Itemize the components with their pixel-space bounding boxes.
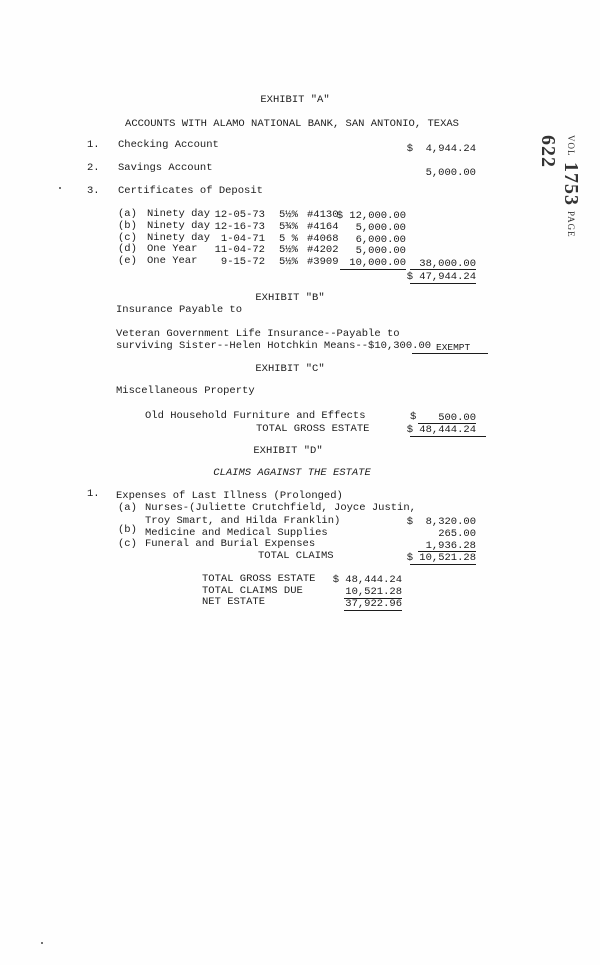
exhibit-c-title: Miscellaneous Property xyxy=(116,385,255,397)
total-claims-underline xyxy=(410,564,476,565)
certificates-total: 38,000.00 xyxy=(419,258,476,270)
scan-speck xyxy=(59,187,61,189)
cert-date: 12-05-73 xyxy=(214,209,265,221)
cert-amount: 5,000.00 xyxy=(355,245,406,257)
furniture-amount: 500.00 xyxy=(438,412,476,424)
exhibit-c-heading: EXHIBIT "C" xyxy=(255,363,325,375)
net-estate-amount: 37,922.96 xyxy=(345,598,402,610)
funeral-amount: 1,936.28 xyxy=(425,540,476,552)
item-number: 1. xyxy=(87,488,100,500)
total-claims-label: TOTAL CLAIMS xyxy=(258,550,334,562)
page-word: PAGE xyxy=(566,210,576,238)
cert-amount: 5,000.00 xyxy=(355,222,406,234)
total-gross-estate-amount: $ 48,444.24 xyxy=(406,424,476,436)
summary-gross-amount: $ 48,444.24 xyxy=(332,574,402,586)
cert-date: 1-04-71 xyxy=(220,233,265,245)
furniture-label: Old Household Furniture and Effects xyxy=(145,410,366,422)
page-number: 622 xyxy=(537,135,559,168)
nurses-amount: $ 8,320.00 xyxy=(406,516,476,528)
cert-date: 9-15-72 xyxy=(220,256,265,268)
checking-account-amount: $ 4,944.24 xyxy=(406,143,476,155)
summary-claims-amount: 10,521.28 xyxy=(345,586,402,598)
exempt-underline xyxy=(412,353,488,354)
medicine-label: Medicine and Medical Supplies xyxy=(145,527,328,539)
cert-letter: (d) xyxy=(118,243,137,255)
exhibit-b-heading: EXHIBIT "B" xyxy=(255,292,325,304)
net-estate-underline xyxy=(344,610,402,611)
cert-letter: (a) xyxy=(118,208,137,220)
total-underline xyxy=(410,283,476,284)
furniture-dollar: $ xyxy=(410,411,417,423)
exhibit-a-subheading: ACCOUNTS WITH ALAMO NATIONAL BANK, SAN ANTONIO, TEXAS xyxy=(125,118,459,130)
cert-rate: 5½% xyxy=(279,256,298,268)
certificates-underline xyxy=(340,269,406,270)
nurses-line-1: Nurses-(Juliette Crutchfield, Joyce Justin, xyxy=(145,502,416,514)
certificates-label: Certificates of Deposit xyxy=(118,185,263,197)
insurance-line-2: surviving Sister--Helen Hotchkin Means--$10,300.00 xyxy=(116,340,432,352)
cert-rate: 5¾% xyxy=(279,221,298,233)
volume-page-stamp xyxy=(537,135,582,255)
cert-amount: $ 12,000.00 xyxy=(336,210,406,222)
savings-account-amount: 5,000.00 xyxy=(425,167,476,179)
item-number: 2. xyxy=(87,162,100,174)
claim-letter: (c) xyxy=(118,538,137,550)
net-estate-label: NET ESTATE xyxy=(202,596,266,608)
total-gross-estate-label: TOTAL GROSS ESTATE xyxy=(256,423,370,435)
cert-rate: 5½% xyxy=(279,209,298,221)
cert-term: Ninety day xyxy=(147,208,211,220)
cert-number: #4202 xyxy=(307,244,339,256)
cert-number: #4068 xyxy=(307,233,339,245)
cert-rate: 5½% xyxy=(279,244,298,256)
last-illness-title: Expenses of Last Illness (Prolonged) xyxy=(116,490,343,502)
cert-number: #3909 xyxy=(307,256,339,268)
cert-amount: 6,000.00 xyxy=(355,234,406,246)
insurance-line-1: Veteran Government Life Insurance--Payable to xyxy=(116,328,400,340)
cert-term: One Year xyxy=(147,243,198,255)
cert-date: 12-16-73 xyxy=(214,221,265,233)
checking-account-label: Checking Account xyxy=(118,139,219,151)
cert-amount: 10,000.00 xyxy=(349,257,406,269)
medicine-amount: 265.00 xyxy=(438,528,476,540)
cert-number: #4164 xyxy=(307,221,339,233)
claim-letter: (b) xyxy=(118,524,137,536)
cert-number: #4130 xyxy=(307,209,339,221)
claim-letter: (a) xyxy=(118,502,137,514)
total-claims-amount: $ 10,521.28 xyxy=(406,552,476,564)
subtotal-underline xyxy=(410,269,476,270)
savings-account-label: Savings Account xyxy=(118,162,213,174)
summary-claims-label: TOTAL CLAIMS DUE xyxy=(202,585,303,597)
cert-letter: (c) xyxy=(118,232,137,244)
cert-term: Ninety day xyxy=(147,232,211,244)
cert-letter: (e) xyxy=(118,255,137,267)
claims-heading: CLAIMS AGAINST THE ESTATE xyxy=(213,467,371,479)
funeral-label: Funeral and Burial Expenses xyxy=(145,538,316,550)
volume-number: 1753 xyxy=(560,161,582,206)
exempt-label: EXEMPT xyxy=(436,342,471,353)
item-number: 3. xyxy=(87,185,100,197)
cert-rate: 5 % xyxy=(279,233,298,245)
cert-letter: (b) xyxy=(118,220,137,232)
gross-estate-underline xyxy=(410,436,486,437)
nurses-line-2: Troy Smart, and Hilda Franklin) xyxy=(145,515,341,527)
exhibit-d-heading: EXHIBIT "D" xyxy=(253,445,323,457)
cert-date: 11-04-72 xyxy=(214,244,265,256)
exhibit-a-heading: EXHIBIT "A" xyxy=(260,94,330,106)
cert-term: One Year xyxy=(147,255,198,267)
item-number: 1. xyxy=(87,139,100,151)
scan-speck xyxy=(41,942,43,944)
vol-label: VOL xyxy=(566,135,576,157)
cert-term: Ninety day xyxy=(147,220,211,232)
exhibit-b-title: Insurance Payable to xyxy=(116,304,243,316)
summary-gross-label: TOTAL GROSS ESTATE xyxy=(202,573,316,585)
exhibit-a-total: $ 47,944.24 xyxy=(406,271,476,283)
